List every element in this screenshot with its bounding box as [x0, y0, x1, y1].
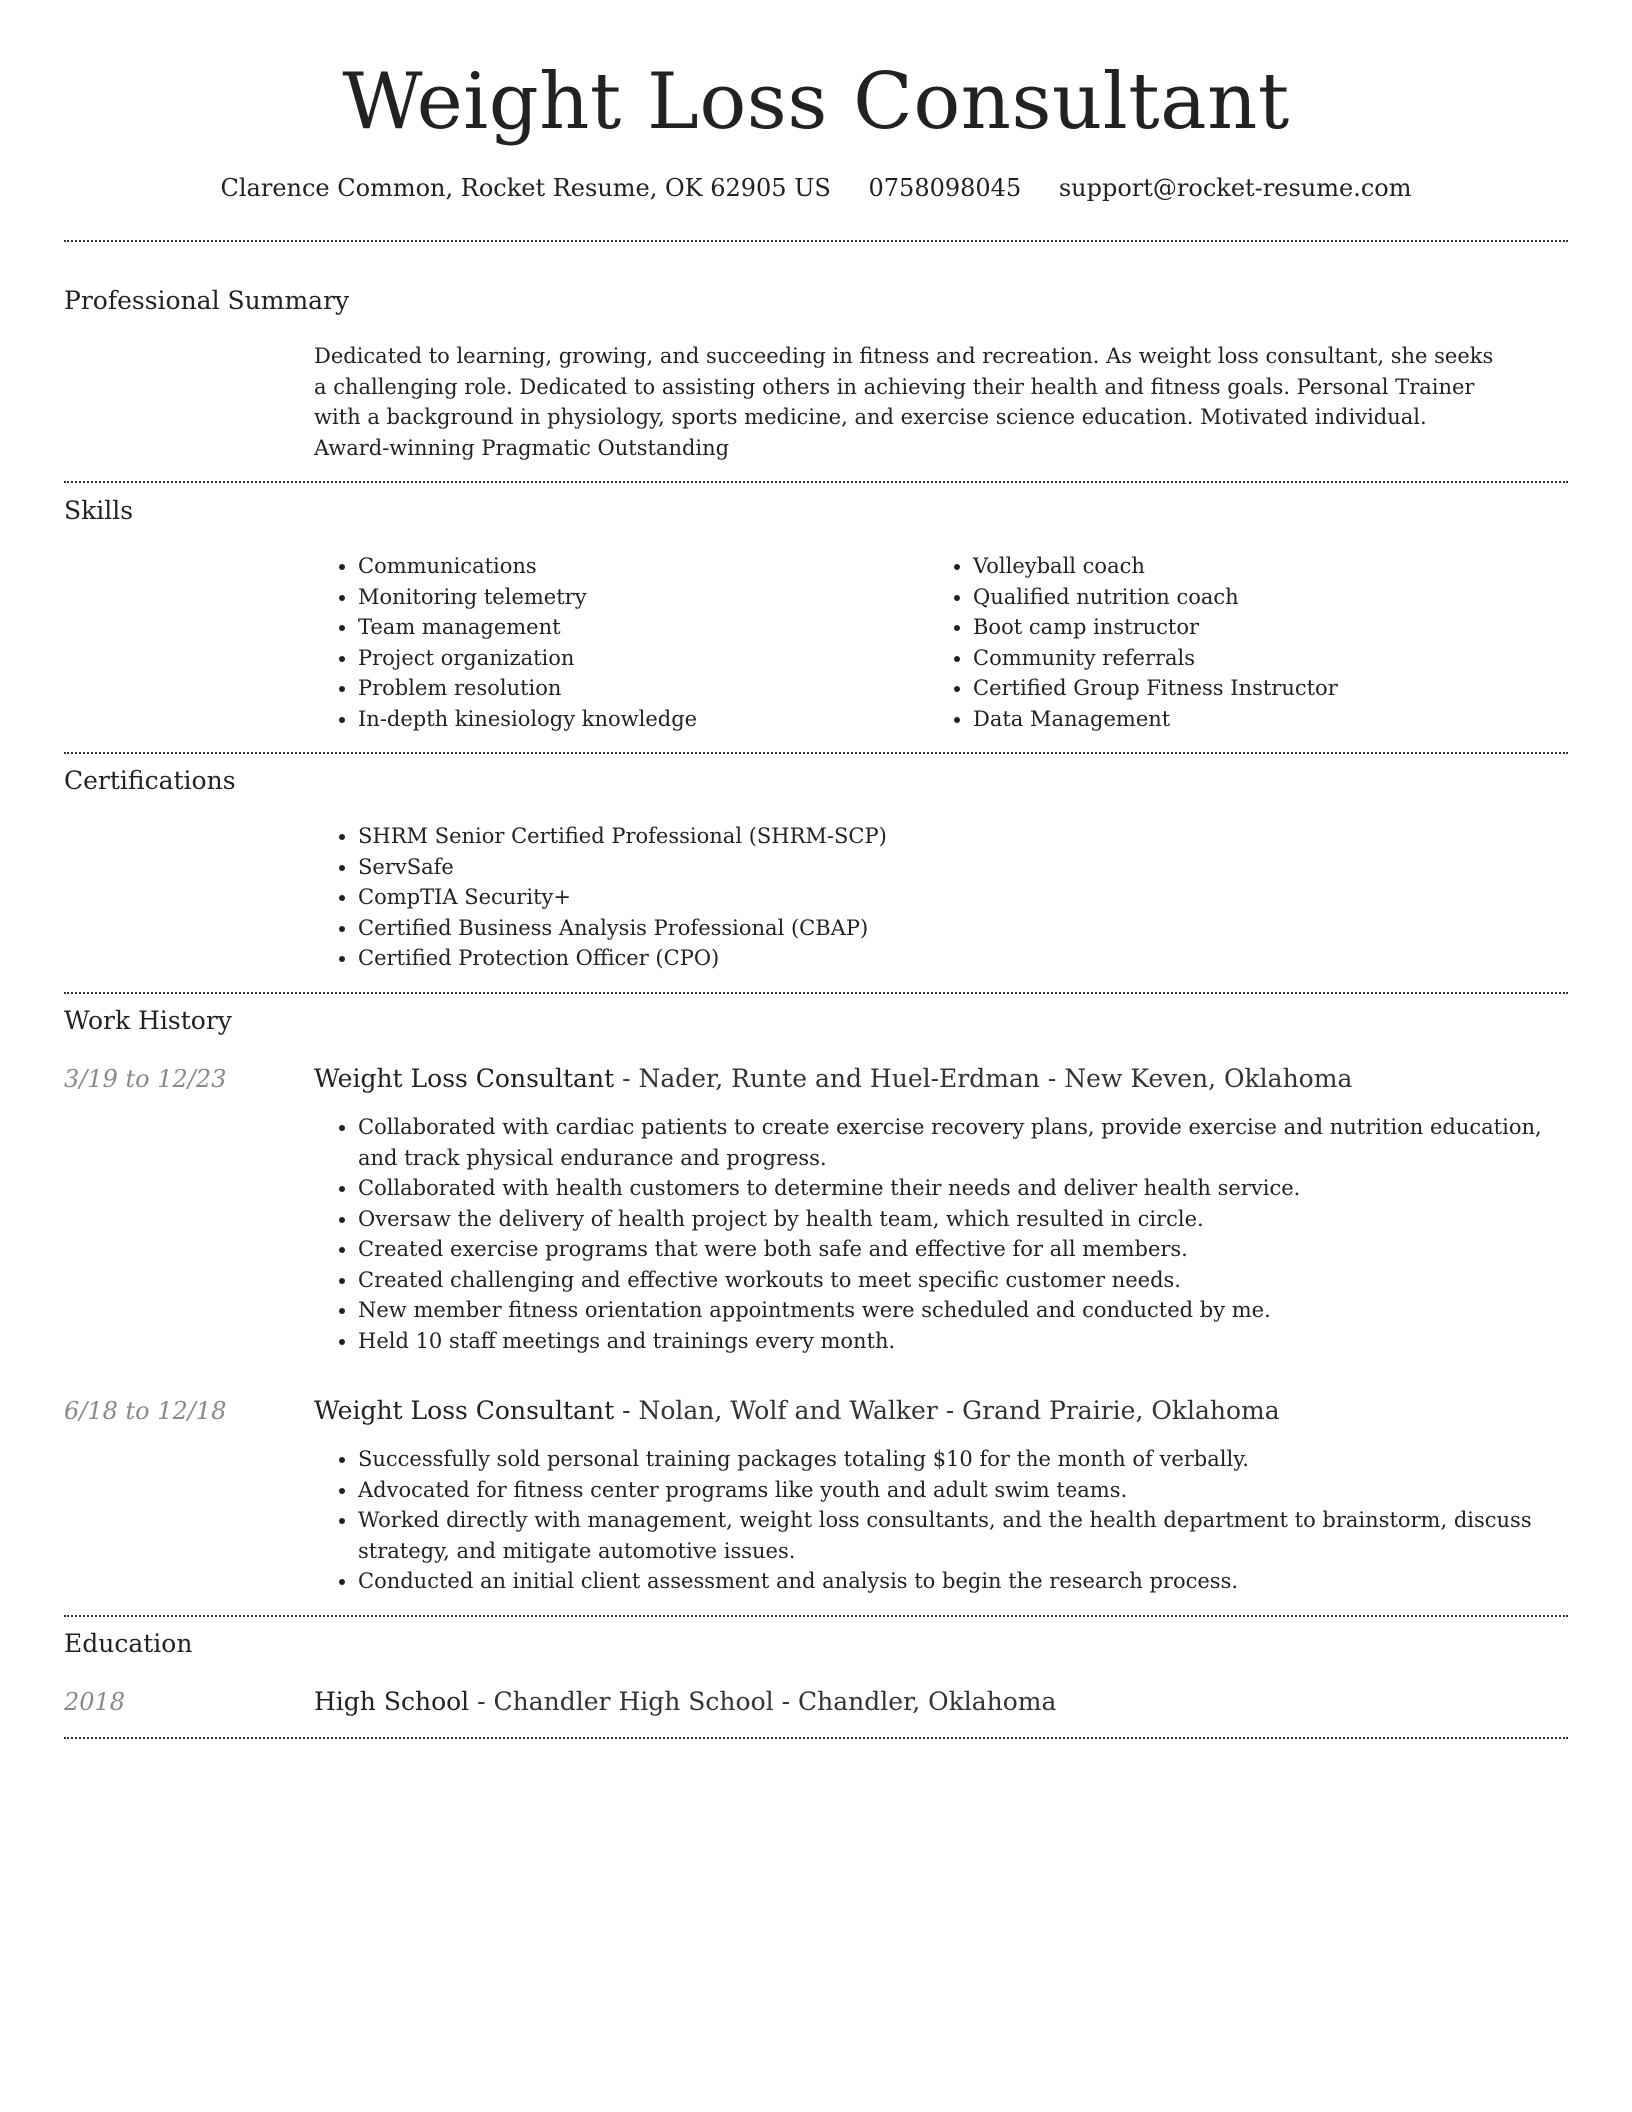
education-year: 2018 — [64, 1688, 126, 1716]
job-bullet: • Oversaw the delivery of health project by health team, which resulted in circle. — [358, 1204, 1568, 1235]
certification-item: • SHRM Senior Certified Professional (SHRM-SCP) — [358, 821, 1548, 852]
education-school-location: - Chandler High School - Chandler, Oklahoma — [469, 1687, 1057, 1716]
contact-email: support@rocket-resume.com — [1058, 174, 1412, 202]
skill-item: • Volleyball coach — [973, 551, 1533, 582]
summary-text: Dedicated to learning, growing, and succeeding in fitness and recreation. As weight loss consultant, she seeks a challenging role. Dedicated to assisting others in achieving their health and fitness goals. Personal Trainer with a background in physiology, sports medicine, and exercise science education. Motivated individual. Award-winning Pragmatic Outstanding — [314, 344, 1494, 460]
job-employer-location: - Nader, Runte and Huel-Erdman - New Keven, Oklahoma — [614, 1064, 1353, 1093]
skill-item: • Monitoring telemetry — [358, 582, 918, 613]
job-bullet: • Created challenging and effective workouts to meet specific customer needs. — [358, 1265, 1568, 1296]
divider — [64, 992, 1568, 994]
job-heading — [314, 1062, 1352, 1096]
job-bullet: • Advocated for fitness center programs like youth and adult swim teams. — [358, 1475, 1568, 1506]
section-title-education: Education — [64, 1629, 193, 1658]
job-title: Weight Loss Consultant — [314, 1396, 615, 1425]
skill-item: • Qualified nutrition coach — [973, 582, 1533, 613]
skills-list-right — [929, 551, 1533, 734]
education-degree: High School — [314, 1687, 470, 1716]
job-title: Weight Loss Consultant — [314, 1064, 615, 1093]
divider — [64, 481, 1568, 483]
skill-item: • Team management — [358, 612, 918, 643]
contact-phone: 0758098045 — [868, 174, 1022, 202]
section-title-skills: Skills — [64, 496, 134, 525]
job-bullet: • Successfully sold personal training packages totaling $10 for the month of verbally. — [358, 1444, 1568, 1475]
divider — [64, 240, 1568, 242]
certification-item: • ServSafe — [358, 852, 1548, 883]
skill-item: • Communications — [358, 551, 918, 582]
job-bullet: • Conducted an initial client assessment and analysis to begin the research process. — [358, 1566, 1568, 1597]
education-heading — [314, 1685, 1056, 1719]
certification-item: • Certified Business Analysis Professional (CBAP) — [358, 913, 1548, 944]
divider — [64, 1615, 1568, 1617]
skill-item: • Data Management — [973, 704, 1533, 735]
skill-item: • Problem resolution — [358, 673, 918, 704]
job-heading — [314, 1394, 1280, 1428]
job-bullet: • Collaborated with cardiac patients to create exercise recovery plans, provide exercise and nutrition education, and track physical endurance and progress. — [358, 1112, 1568, 1173]
certification-item: • CompTIA Security+ — [358, 882, 1548, 913]
divider — [64, 1737, 1568, 1739]
job-employer-location: - Nolan, Wolf and Walker - Grand Prairie, Oklahoma — [614, 1396, 1280, 1425]
job-bullets — [314, 1112, 1568, 1356]
skills-list-left — [314, 551, 918, 734]
section-title-summary: Professional Summary — [64, 286, 350, 315]
skill-item: • Community referrals — [973, 643, 1533, 674]
job-bullet: • Collaborated with health customers to determine their needs and deliver health service. — [358, 1173, 1568, 1204]
job-bullets — [314, 1444, 1568, 1597]
contact-address: Clarence Common, Rocket Resume, OK 62905 US — [220, 174, 831, 202]
job-bullet: • Created exercise programs that were both safe and effective for all members. — [358, 1234, 1568, 1265]
skill-item: • Project organization — [358, 643, 918, 674]
contact-line — [0, 172, 1632, 204]
skill-item: • In-depth kinesiology knowledge — [358, 704, 918, 735]
job-bullet: • Held 10 staff meetings and trainings every month. — [358, 1326, 1568, 1357]
certifications-list — [314, 821, 1548, 974]
job-bullet: • Worked directly with management, weight loss consultants, and the health department to brainstorm, discuss strategy, and mitigate automotive issues. — [358, 1505, 1568, 1566]
job-dates: 3/19 to 12/23 — [64, 1065, 227, 1093]
job-dates: 6/18 to 12/18 — [64, 1397, 227, 1425]
divider — [64, 752, 1568, 754]
skill-item: • Boot camp instructor — [973, 612, 1533, 643]
job-bullet: • New member fitness orientation appointments were scheduled and conducted by me. — [358, 1295, 1568, 1326]
section-title-certifications: Certifications — [64, 766, 236, 795]
skill-item: • Certified Group Fitness Instructor — [973, 673, 1533, 704]
section-title-work-history: Work History — [64, 1006, 232, 1035]
resume-name: Weight Loss Consultant — [342, 57, 1290, 147]
certification-item: • Certified Protection Officer (CPO) — [358, 943, 1548, 974]
